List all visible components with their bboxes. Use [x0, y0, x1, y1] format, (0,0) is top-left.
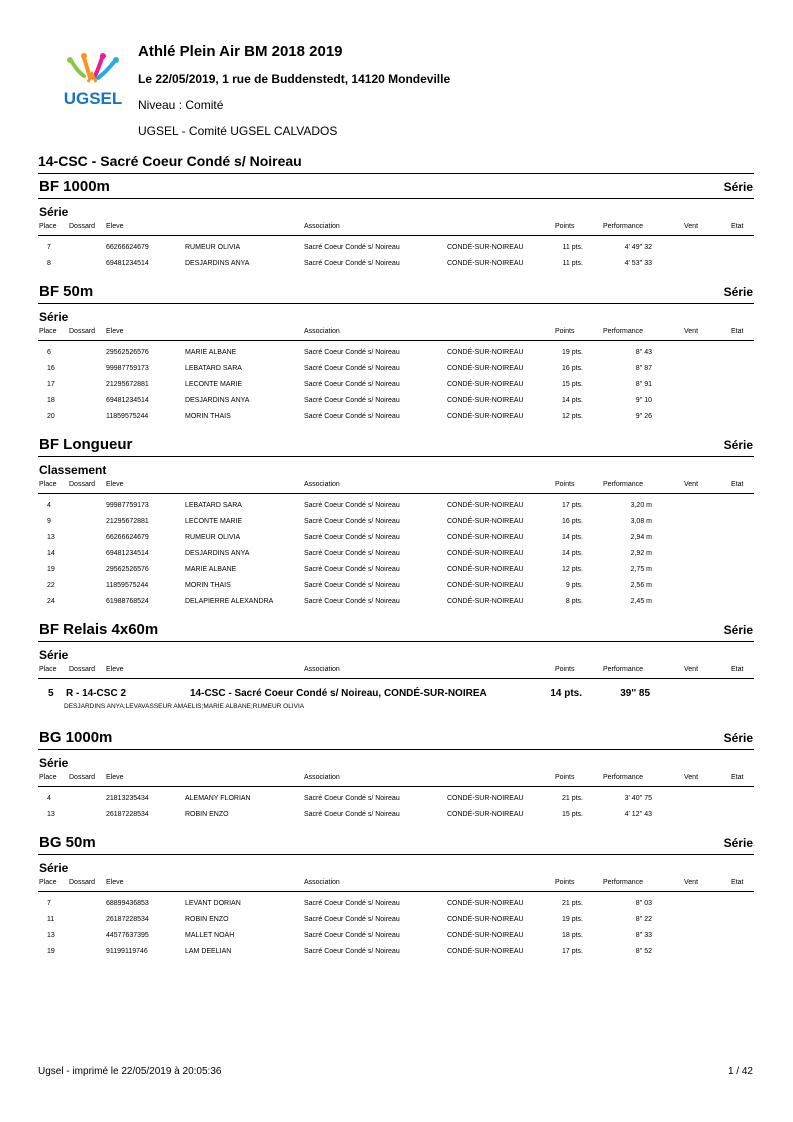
table-row: [38, 548, 754, 564]
col-header-vent: Vent: [684, 879, 699, 886]
cell-performance: 4' 49'' 32: [624, 244, 652, 251]
cell-city: CONDÉ-SUR-NOIREAU: [447, 550, 524, 557]
cell-athlete-name: MARIE ALBANE: [185, 566, 237, 573]
table-row: [38, 242, 754, 258]
cell-place: 16: [47, 365, 55, 372]
cell-performance: 3,08 m: [630, 518, 652, 525]
cell-performance: 2,75 m: [630, 566, 652, 573]
event-name: BG 50m: [39, 834, 96, 851]
cell-place: 7: [47, 244, 51, 251]
cell-athlete-name: ALEMANY FLORIAN: [185, 795, 251, 802]
cell-performance: 9'' 26: [635, 413, 652, 420]
round-title: Classement: [39, 463, 107, 477]
cell-performance: 9'' 10: [635, 397, 652, 404]
cell-points: 9 pts.: [565, 582, 583, 589]
cell-association: Sacré Coeur Condé s/ Noireau: [304, 518, 400, 525]
cell-points: 16 pts.: [561, 518, 583, 525]
cell-city: CONDÉ-SUR-NOIREAU: [447, 948, 524, 955]
col-header-eleve: Eleve: [106, 328, 124, 335]
col-header-performance: Performance: [603, 328, 644, 335]
table-row: [38, 395, 754, 411]
cell-performance: 2,92 m: [630, 550, 652, 557]
cell-city: CONDÉ-SUR-NOIREAU: [447, 534, 524, 541]
cell-points: 12 pts.: [561, 566, 583, 573]
section-4: [38, 727, 754, 825]
cell-athlete-name: MARIE ALBANE: [185, 349, 237, 356]
cell-performance: 3,20 m: [630, 502, 652, 509]
table-row: [38, 363, 754, 379]
relay-place: 5: [48, 688, 54, 699]
col-header-eleve: Eleve: [106, 774, 124, 781]
cell-points: 15 pts.: [561, 381, 583, 388]
table-row: [38, 500, 754, 516]
cell-points: 14 pts.: [561, 397, 583, 404]
cell-dossard: 69481234514: [106, 397, 149, 404]
col-header-place: Place: [39, 879, 57, 886]
cell-place: 7: [47, 900, 51, 907]
cell-athlete-name: LEBATARD SARA: [185, 502, 242, 509]
cell-association: Sacré Coeur Condé s/ Noireau: [304, 598, 400, 605]
cell-performance: 8'' 91: [635, 381, 652, 388]
col-header-association: Association: [304, 879, 340, 886]
col-header-place: Place: [39, 223, 57, 230]
results-table: [38, 787, 754, 825]
cell-city: CONDÉ-SUR-NOIREAU: [447, 349, 524, 356]
cell-city: CONDÉ-SUR-NOIREAU: [447, 795, 524, 802]
cell-association: Sacré Coeur Condé s/ Noireau: [304, 795, 400, 802]
cell-points: 14 pts.: [561, 550, 583, 557]
cell-points: 11 pts.: [562, 260, 583, 267]
col-header-dossard: Dossard: [69, 666, 96, 673]
col-header-dossard: Dossard: [69, 879, 96, 886]
col-header-eleve: Eleve: [106, 481, 124, 488]
cell-city: CONDÉ-SUR-NOIREAU: [447, 365, 524, 372]
table-row: [38, 379, 754, 395]
col-header-eleve: Eleve: [106, 666, 124, 673]
event-place: Le 22/05/2019, 1 rue de Buddenstedt, 14120 Mondeville: [138, 72, 451, 86]
col-header-points: Points: [555, 666, 575, 673]
cell-association: Sacré Coeur Condé s/ Noireau: [304, 948, 400, 955]
col-header-association: Association: [304, 666, 340, 673]
event-name: BF 50m: [39, 283, 94, 300]
cell-place: 11: [47, 916, 55, 923]
cell-points: 19 pts.: [561, 916, 583, 923]
col-header-place: Place: [39, 774, 57, 781]
cell-athlete-name: DESJARDINS ANYA: [185, 397, 250, 404]
cell-dossard: 99987759173: [106, 502, 149, 509]
cell-dossard: 44577637395: [106, 932, 149, 939]
table-row: [38, 580, 754, 596]
cell-dossard: 61988768524: [106, 598, 149, 605]
event-name: BF Relais 4x60m: [39, 621, 159, 638]
col-header-association: Association: [304, 481, 340, 488]
results-table: [38, 892, 754, 962]
col-header-vent: Vent: [684, 774, 699, 781]
relay-members: DESJARDINS ANYA;LEVAVASSEUR AMAELIS;MARIE ALBANE;RUMEUR OLIVIA: [64, 703, 305, 710]
cell-performance: 8'' 03: [635, 900, 652, 907]
cell-dossard: 26187228534: [106, 811, 149, 818]
column-headers: [38, 772, 754, 787]
relay-points: 14 pts.: [550, 688, 582, 699]
table-row: [38, 914, 754, 930]
cell-athlete-name: LEBATARD SARA: [185, 365, 242, 372]
cell-performance: 3' 40'' 75: [624, 795, 652, 802]
cell-association: Sacré Coeur Condé s/ Noireau: [304, 349, 400, 356]
col-header-etat: Etat: [731, 328, 744, 335]
cell-dossard: 66266624679: [106, 534, 149, 541]
event-type: Série: [723, 438, 753, 452]
cell-performance: 4' 12'' 43: [624, 811, 652, 818]
cell-association: Sacré Coeur Condé s/ Noireau: [304, 365, 400, 372]
col-header-etat: Etat: [731, 666, 744, 673]
col-header-vent: Vent: [684, 223, 699, 230]
cell-athlete-name: MORIN THAIS: [185, 582, 231, 589]
results-table: [38, 679, 754, 715]
table-row: [38, 411, 754, 427]
cell-points: 17 pts.: [561, 948, 583, 955]
cell-place: 4: [47, 502, 51, 509]
cell-place: 19: [47, 566, 55, 573]
cell-association: Sacré Coeur Condé s/ Noireau: [304, 582, 400, 589]
cell-place: 24: [47, 598, 55, 605]
cell-city: CONDÉ-SUR-NOIREAU: [447, 566, 524, 573]
results-table: [38, 494, 754, 612]
event-type: Série: [723, 836, 753, 850]
section-header: [38, 619, 754, 642]
cell-dossard: 99987759173: [106, 365, 149, 372]
section-header: [38, 832, 754, 855]
cell-place: 13: [47, 932, 55, 939]
col-header-vent: Vent: [684, 481, 699, 488]
cell-dossard: 21295672881: [106, 518, 149, 525]
cell-association: Sacré Coeur Condé s/ Noireau: [304, 566, 400, 573]
col-header-association: Association: [304, 223, 340, 230]
cell-athlete-name: DESJARDINS ANYA: [185, 550, 250, 557]
results-table: [38, 341, 754, 427]
col-header-performance: Performance: [603, 774, 644, 781]
col-header-etat: Etat: [731, 774, 744, 781]
cell-athlete-name: RUMEUR OLIVIA: [185, 534, 241, 541]
cell-association: Sacré Coeur Condé s/ Noireau: [304, 413, 400, 420]
table-row: [38, 516, 754, 532]
event-type: Série: [723, 731, 753, 745]
relay-club: 14-CSC - Sacré Coeur Condé s/ Noireau, CONDÉ-SUR-NOIREA: [190, 688, 487, 699]
relay-row: [38, 685, 754, 703]
cell-association: Sacré Coeur Condé s/ Noireau: [304, 550, 400, 557]
cell-athlete-name: LAM DEELIAN: [185, 948, 232, 955]
col-header-points: Points: [555, 879, 575, 886]
cell-performance: 8'' 52: [635, 948, 652, 955]
round-title: Série: [39, 648, 69, 662]
cell-performance: 8'' 33: [635, 932, 652, 939]
logo-figures-icon: [67, 53, 119, 82]
col-header-vent: Vent: [684, 666, 699, 673]
cell-city: CONDÉ-SUR-NOIREAU: [447, 598, 524, 605]
col-header-etat: Etat: [731, 223, 744, 230]
cell-association: Sacré Coeur Condé s/ Noireau: [304, 900, 400, 907]
cell-dossard: 29562526576: [106, 566, 149, 573]
section-header: [38, 176, 754, 199]
footer-printed: Ugsel - imprimé le 22/05/2019 à 20:05:36: [38, 1066, 222, 1077]
cell-performance: 2,56 m: [630, 582, 652, 589]
cell-points: 12 pts.: [561, 413, 583, 420]
cell-points: 21 pts.: [561, 900, 583, 907]
col-header-performance: Performance: [603, 666, 644, 673]
cell-place: 22: [47, 582, 55, 589]
cell-city: CONDÉ-SUR-NOIREAU: [447, 518, 524, 525]
cell-city: CONDÉ-SUR-NOIREAU: [447, 932, 524, 939]
cell-dossard: 11859575244: [106, 582, 149, 589]
cell-points: 15 pts.: [561, 811, 583, 818]
section-header: [38, 727, 754, 750]
col-header-place: Place: [39, 481, 57, 488]
cell-association: Sacré Coeur Condé s/ Noireau: [304, 916, 400, 923]
logo-text: UGSEL: [63, 89, 123, 108]
table-row: [38, 930, 754, 946]
cell-city: CONDÉ-SUR-NOIREAU: [447, 381, 524, 388]
cell-dossard: 91199119746: [106, 948, 148, 955]
cell-city: CONDÉ-SUR-NOIREAU: [447, 900, 524, 907]
column-headers: [38, 479, 754, 494]
cell-association: Sacré Coeur Condé s/ Noireau: [304, 811, 400, 818]
column-headers: [38, 326, 754, 341]
cell-points: 14 pts.: [561, 534, 583, 541]
section-header: [38, 281, 754, 304]
cell-athlete-name: LECONTE MARIE: [185, 518, 243, 525]
footer-page-number: 1 / 42: [727, 1066, 753, 1077]
col-header-eleve: Eleve: [106, 223, 124, 230]
round-title: Série: [39, 861, 69, 875]
cell-athlete-name: RUMEUR OLIVIA: [185, 244, 241, 251]
col-header-dossard: Dossard: [69, 223, 96, 230]
col-header-performance: Performance: [603, 481, 644, 488]
round-title: Série: [39, 205, 69, 219]
cell-place: 4: [47, 795, 51, 802]
column-headers: [38, 877, 754, 892]
event-level: Niveau : Comité: [138, 98, 224, 112]
cell-athlete-name: LEVANT DORIAN: [185, 900, 241, 907]
cell-dossard: 66266624679: [106, 244, 149, 251]
table-row: [38, 596, 754, 612]
cell-dossard: 26187228534: [106, 916, 149, 923]
cell-performance: 8'' 22: [635, 916, 652, 923]
table-row: [38, 809, 754, 825]
cell-athlete-name: DESJARDINS ANYA: [185, 260, 250, 267]
relay-perf: 39'' 85: [620, 688, 650, 699]
table-row: [38, 532, 754, 548]
cell-city: CONDÉ-SUR-NOIREAU: [447, 582, 524, 589]
cell-athlete-name: LECONTE MARIE: [185, 381, 243, 388]
cell-points: 21 pts.: [561, 795, 583, 802]
col-header-association: Association: [304, 328, 340, 335]
event-comite: UGSEL - Comité UGSEL CALVADOS: [138, 124, 338, 138]
cell-performance: 2,45 m: [630, 598, 652, 605]
col-header-vent: Vent: [684, 328, 699, 335]
cell-association: Sacré Coeur Condé s/ Noireau: [304, 502, 400, 509]
cell-place: 8: [47, 260, 51, 267]
section-0: [38, 176, 754, 274]
col-header-dossard: Dossard: [69, 328, 96, 335]
table-row: [38, 347, 754, 363]
col-header-etat: Etat: [731, 481, 744, 488]
table-row: [38, 793, 754, 809]
cell-points: 16 pts.: [561, 365, 583, 372]
results-table: [38, 236, 754, 274]
cell-points: 11 pts.: [562, 244, 583, 251]
section-5: [38, 832, 754, 962]
cell-dossard: 21813235434: [106, 795, 149, 802]
event-type: Série: [723, 285, 753, 299]
cell-place: 20: [47, 413, 55, 420]
table-row: [38, 564, 754, 580]
cell-dossard: 69481234514: [106, 550, 149, 557]
table-row: [38, 946, 754, 962]
col-header-points: Points: [555, 774, 575, 781]
cell-dossard: 29562526576: [106, 349, 149, 356]
club-title: 14-CSC - Sacré Coeur Condé s/ Noireau: [38, 153, 302, 169]
cell-performance: 8'' 87: [635, 365, 652, 372]
col-header-points: Points: [555, 223, 575, 230]
ugsel-logo: [58, 52, 128, 108]
section-2: [38, 434, 754, 612]
cell-city: CONDÉ-SUR-NOIREAU: [447, 916, 524, 923]
cell-points: 18 pts.: [561, 932, 583, 939]
cell-place: 17: [47, 381, 55, 388]
cell-city: CONDÉ-SUR-NOIREAU: [447, 244, 524, 251]
event-title: Athlé Plein Air BM 2018 2019: [138, 43, 343, 60]
round-title: Série: [39, 310, 69, 324]
section-1: [38, 281, 754, 427]
col-header-place: Place: [39, 666, 57, 673]
col-header-eleve: Eleve: [106, 879, 124, 886]
cell-place: 6: [47, 349, 51, 356]
col-header-association: Association: [304, 774, 340, 781]
col-header-dossard: Dossard: [69, 774, 96, 781]
cell-athlete-name: DELAPIERRE ALEXANDRA: [185, 598, 274, 605]
table-row: [38, 258, 754, 274]
cell-city: CONDÉ-SUR-NOIREAU: [447, 397, 524, 404]
table-row: [38, 898, 754, 914]
cell-points: 19 pts.: [561, 349, 583, 356]
cell-city: CONDÉ-SUR-NOIREAU: [447, 811, 524, 818]
cell-association: Sacré Coeur Condé s/ Noireau: [304, 534, 400, 541]
cell-city: CONDÉ-SUR-NOIREAU: [447, 413, 524, 420]
event-name: BF Longueur: [39, 436, 133, 453]
cell-place: 13: [47, 811, 55, 818]
club-divider: [38, 173, 754, 174]
col-header-performance: Performance: [603, 223, 644, 230]
cell-association: Sacré Coeur Condé s/ Noireau: [304, 244, 400, 251]
cell-association: Sacré Coeur Condé s/ Noireau: [304, 932, 400, 939]
col-header-etat: Etat: [731, 879, 744, 886]
cell-points: 8 pts.: [565, 598, 583, 605]
cell-athlete-name: ROBIN ENZO: [185, 811, 229, 818]
col-header-performance: Performance: [603, 879, 644, 886]
cell-dossard: 21295672881: [106, 381, 149, 388]
cell-city: CONDÉ-SUR-NOIREAU: [447, 502, 524, 509]
event-type: Série: [723, 180, 753, 194]
round-title: Série: [39, 756, 69, 770]
cell-athlete-name: ROBIN ENZO: [185, 916, 229, 923]
cell-place: 14: [47, 550, 55, 557]
cell-place: 13: [47, 534, 55, 541]
event-name: BF 1000m: [39, 178, 110, 195]
cell-association: Sacré Coeur Condé s/ Noireau: [304, 381, 400, 388]
section-3: [38, 619, 754, 715]
column-headers: [38, 221, 754, 236]
cell-athlete-name: MALLET NOAH: [185, 932, 235, 939]
cell-dossard: 68899436853: [106, 900, 149, 907]
cell-dossard: 69481234514: [106, 260, 149, 267]
cell-dossard: 11859575244: [106, 413, 149, 420]
cell-association: Sacré Coeur Condé s/ Noireau: [304, 260, 400, 267]
section-header: [38, 434, 754, 457]
event-type: Série: [723, 623, 753, 637]
cell-place: 19: [47, 948, 55, 955]
cell-place: 9: [47, 518, 51, 525]
cell-points: 17 pts.: [561, 502, 583, 509]
cell-athlete-name: MORIN THAIS: [185, 413, 231, 420]
cell-performance: 8'' 43: [635, 349, 652, 356]
col-header-place: Place: [39, 328, 57, 335]
col-header-points: Points: [555, 328, 575, 335]
cell-place: 18: [47, 397, 55, 404]
cell-performance: 2,94 m: [630, 534, 652, 541]
event-name: BG 1000m: [39, 729, 113, 746]
cell-city: CONDÉ-SUR-NOIREAU: [447, 260, 524, 267]
cell-association: Sacré Coeur Condé s/ Noireau: [304, 397, 400, 404]
col-header-dossard: Dossard: [69, 481, 96, 488]
col-header-points: Points: [555, 481, 575, 488]
column-headers: [38, 664, 754, 679]
relay-team: R - 14-CSC 2: [66, 688, 127, 699]
cell-performance: 4' 53'' 33: [624, 260, 652, 267]
